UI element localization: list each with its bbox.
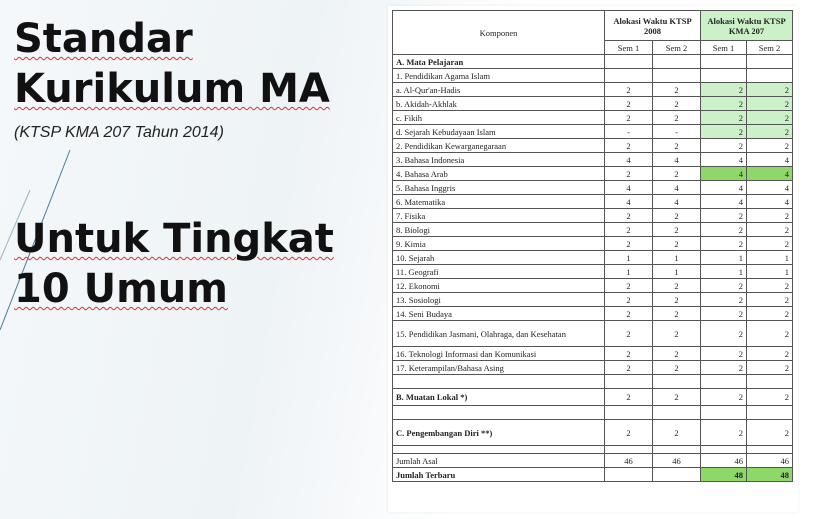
curriculum-table (392, 10, 793, 482)
cell-value: 2 (653, 83, 701, 97)
slide-title (14, 14, 330, 114)
cell-value: 48 (747, 468, 793, 482)
cell-value: 2 (747, 389, 793, 406)
cell-value: 1 (653, 265, 701, 279)
cell-value: 2 (605, 209, 653, 223)
table-row (393, 251, 793, 265)
cell-value: 2 (605, 347, 653, 361)
table-row (393, 420, 793, 446)
cell-value: 1 (701, 251, 747, 265)
subject-name: 4. Bahasa Arab (393, 167, 605, 181)
cell-value: 2 (605, 97, 653, 111)
subject-name: d. Sejarah Kebudayaan Islam (393, 125, 605, 139)
table-row (393, 279, 793, 293)
cell-value: 4 (653, 195, 701, 209)
cell-value: 2 (701, 279, 747, 293)
header-ktsp-207: Alokasi Waktu KTSP KMA 207 (701, 11, 793, 41)
header-komponen: Komponen (393, 11, 605, 55)
cell-value: 46 (605, 454, 653, 468)
table-row (393, 237, 793, 251)
table-row-spacer (393, 446, 793, 454)
cell-value: 4 (747, 167, 793, 181)
table-row-spacer (393, 375, 793, 389)
cell-value: 2 (701, 321, 747, 347)
subject-name: a. Al-Qur'an-Hadis (393, 83, 605, 97)
table-body (393, 55, 793, 375)
cell-value: 4 (747, 153, 793, 167)
table-row (393, 69, 793, 83)
cell-value: 46 (747, 454, 793, 468)
cell-value: 2 (747, 293, 793, 307)
cell-value: 2 (747, 139, 793, 153)
cell-value: 2 (605, 237, 653, 251)
cell-value: - (605, 125, 653, 139)
table-row (393, 307, 793, 321)
cell-value: 2 (653, 321, 701, 347)
cell-value: 2 (653, 389, 701, 406)
cell-value: 2 (605, 279, 653, 293)
subject-name: 11. Geografi (393, 265, 605, 279)
cell-value: 2 (701, 223, 747, 237)
cell-value: 2 (605, 83, 653, 97)
cell-value: 2 (605, 307, 653, 321)
group-1-label: 1. Pendidikan Agama Islam (393, 69, 605, 83)
cell-value: 1 (747, 251, 793, 265)
cell-value: 2 (605, 420, 653, 446)
subject-name: 15. Pendidikan Jasmani, Olahraga, dan Kesehatan (393, 321, 605, 347)
cell-value: 2 (653, 307, 701, 321)
section-a-label: A. Mata Pelajaran (393, 55, 605, 69)
table-row (393, 209, 793, 223)
cell-value: 4 (653, 153, 701, 167)
cell-value: 2 (605, 167, 653, 181)
cell-value: 4 (701, 181, 747, 195)
cell-value: 1 (605, 265, 653, 279)
cell-value: 2 (747, 97, 793, 111)
table-row (393, 265, 793, 279)
header-sem1-207: Sem 1 (701, 41, 747, 55)
table-row (393, 321, 793, 347)
cell-value: 2 (605, 293, 653, 307)
table-row (393, 97, 793, 111)
table-image-panel (388, 6, 798, 512)
cell-value: 1 (605, 251, 653, 265)
cell-value: 2 (653, 111, 701, 125)
table-row (393, 195, 793, 209)
cell-value: 2 (747, 347, 793, 361)
cell-value: 2 (653, 97, 701, 111)
cell-value: 1 (653, 251, 701, 265)
subject-name: b. Akidah-Akhlak (393, 97, 605, 111)
subject-name: 12. Ekonomi (393, 279, 605, 293)
table-row (393, 223, 793, 237)
cell-value: 2 (701, 97, 747, 111)
cell-value: 48 (701, 468, 747, 482)
cell-value: 2 (701, 361, 747, 375)
cell-value: 4 (701, 195, 747, 209)
cell-value: 2 (701, 293, 747, 307)
cell-value: 4 (605, 181, 653, 195)
cell-value: 4 (747, 181, 793, 195)
cell-value: 2 (653, 209, 701, 223)
header-sem2-207: Sem 2 (747, 41, 793, 55)
cell-value: 2 (653, 223, 701, 237)
table-row-spacer (393, 406, 793, 420)
table-footer (393, 375, 793, 482)
cell-value: 46 (653, 454, 701, 468)
heading-line-2: 10 Umum (14, 266, 228, 312)
cell-value: 2 (701, 307, 747, 321)
cell-value: 4 (747, 195, 793, 209)
jumlah-terbaru-label: Jumlah Terbaru (393, 468, 605, 482)
cell-value: 4 (701, 153, 747, 167)
cell-value: 2 (653, 361, 701, 375)
header-sem2-2008: Sem 2 (653, 41, 701, 55)
section-c-label: C. Pengembangan Diri **) (393, 420, 605, 446)
cell-value: 2 (747, 237, 793, 251)
table-row (393, 55, 793, 69)
table-row (393, 468, 793, 482)
cell-value: 2 (747, 83, 793, 97)
cell-value: 2 (653, 420, 701, 446)
cell-value: 2 (747, 279, 793, 293)
cell-value: 2 (605, 111, 653, 125)
cell-value: 4 (653, 181, 701, 195)
cell-value: 2 (605, 389, 653, 406)
cell-value: 2 (701, 125, 747, 139)
table-row (393, 83, 793, 97)
subject-name: 13. Sosiologi (393, 293, 605, 307)
cell-value: 2 (747, 361, 793, 375)
subject-name: 3. Bahasa Indonesia (393, 153, 605, 167)
cell-value: 2 (701, 347, 747, 361)
slide-subtitle: (KTSP KMA 207 Tahun 2014) (14, 124, 224, 141)
cell-value: 2 (701, 237, 747, 251)
table-row (393, 293, 793, 307)
cell-value: - (653, 125, 701, 139)
cell-value: 2 (653, 347, 701, 361)
cell-value: 2 (605, 223, 653, 237)
slide-heading (14, 214, 334, 314)
cell-value: 2 (605, 321, 653, 347)
cell-value: 4 (701, 167, 747, 181)
cell-value: 2 (701, 111, 747, 125)
subject-name: 14. Seni Budaya (393, 307, 605, 321)
table-row (393, 153, 793, 167)
cell-value: 2 (747, 223, 793, 237)
cell-value: 1 (701, 265, 747, 279)
cell-value: 2 (653, 279, 701, 293)
table-row (393, 389, 793, 406)
subject-name: 17. Keterampilan/Bahasa Asing (393, 361, 605, 375)
subject-name: 10. Sejarah (393, 251, 605, 265)
jumlah-asal-label: Jumlah Asal (393, 454, 605, 468)
subject-name: 8. Biologi (393, 223, 605, 237)
subject-name: 9. Kimia (393, 237, 605, 251)
cell-value: 2 (747, 209, 793, 223)
subject-name: 7. Fisika (393, 209, 605, 223)
table-row (393, 361, 793, 375)
cell-value: 2 (653, 167, 701, 181)
subject-name: 5. Bahasa Inggris (393, 181, 605, 195)
cell-value: 2 (701, 139, 747, 153)
cell-value: 4 (605, 153, 653, 167)
table-row (393, 454, 793, 468)
cell-value: 2 (701, 389, 747, 406)
cell-value: 2 (605, 139, 653, 153)
cell-value: 2 (701, 83, 747, 97)
cell-value: 2 (747, 111, 793, 125)
cell-value: 2 (747, 420, 793, 446)
section-b-label: B. Muatan Lokal *) (393, 389, 605, 406)
cell-value: 2 (605, 361, 653, 375)
subject-name: 6. Matematika (393, 195, 605, 209)
cell-value: 46 (701, 454, 747, 468)
table-row (393, 111, 793, 125)
cell-value: 4 (605, 195, 653, 209)
cell-value: 2 (747, 125, 793, 139)
heading-line-1: Untuk Tingkat (14, 216, 334, 262)
cell-value: 2 (701, 209, 747, 223)
title-line-1: Standar (14, 16, 193, 62)
header-sem1-2008: Sem 1 (605, 41, 653, 55)
subject-name: 16. Teknologi Informasi dan Komunikasi (393, 347, 605, 361)
table-row (393, 125, 793, 139)
cell-value: 2 (747, 321, 793, 347)
table-row (393, 139, 793, 153)
table-row (393, 347, 793, 361)
title-line-2: Kurikulum MA (14, 66, 330, 112)
subject-name: 2. Pendidikan Kewarganegaraan (393, 139, 605, 153)
table-row (393, 167, 793, 181)
cell-value: 1 (747, 265, 793, 279)
cell-value: 2 (653, 237, 701, 251)
subject-name: c. Fikih (393, 111, 605, 125)
cell-value: 2 (653, 293, 701, 307)
cell-value: 2 (747, 307, 793, 321)
cell-value: 2 (701, 420, 747, 446)
table-row (393, 181, 793, 195)
cell-value: 2 (653, 139, 701, 153)
header-ktsp-2008: Alokasi Waktu KTSP 2008 (605, 11, 701, 41)
